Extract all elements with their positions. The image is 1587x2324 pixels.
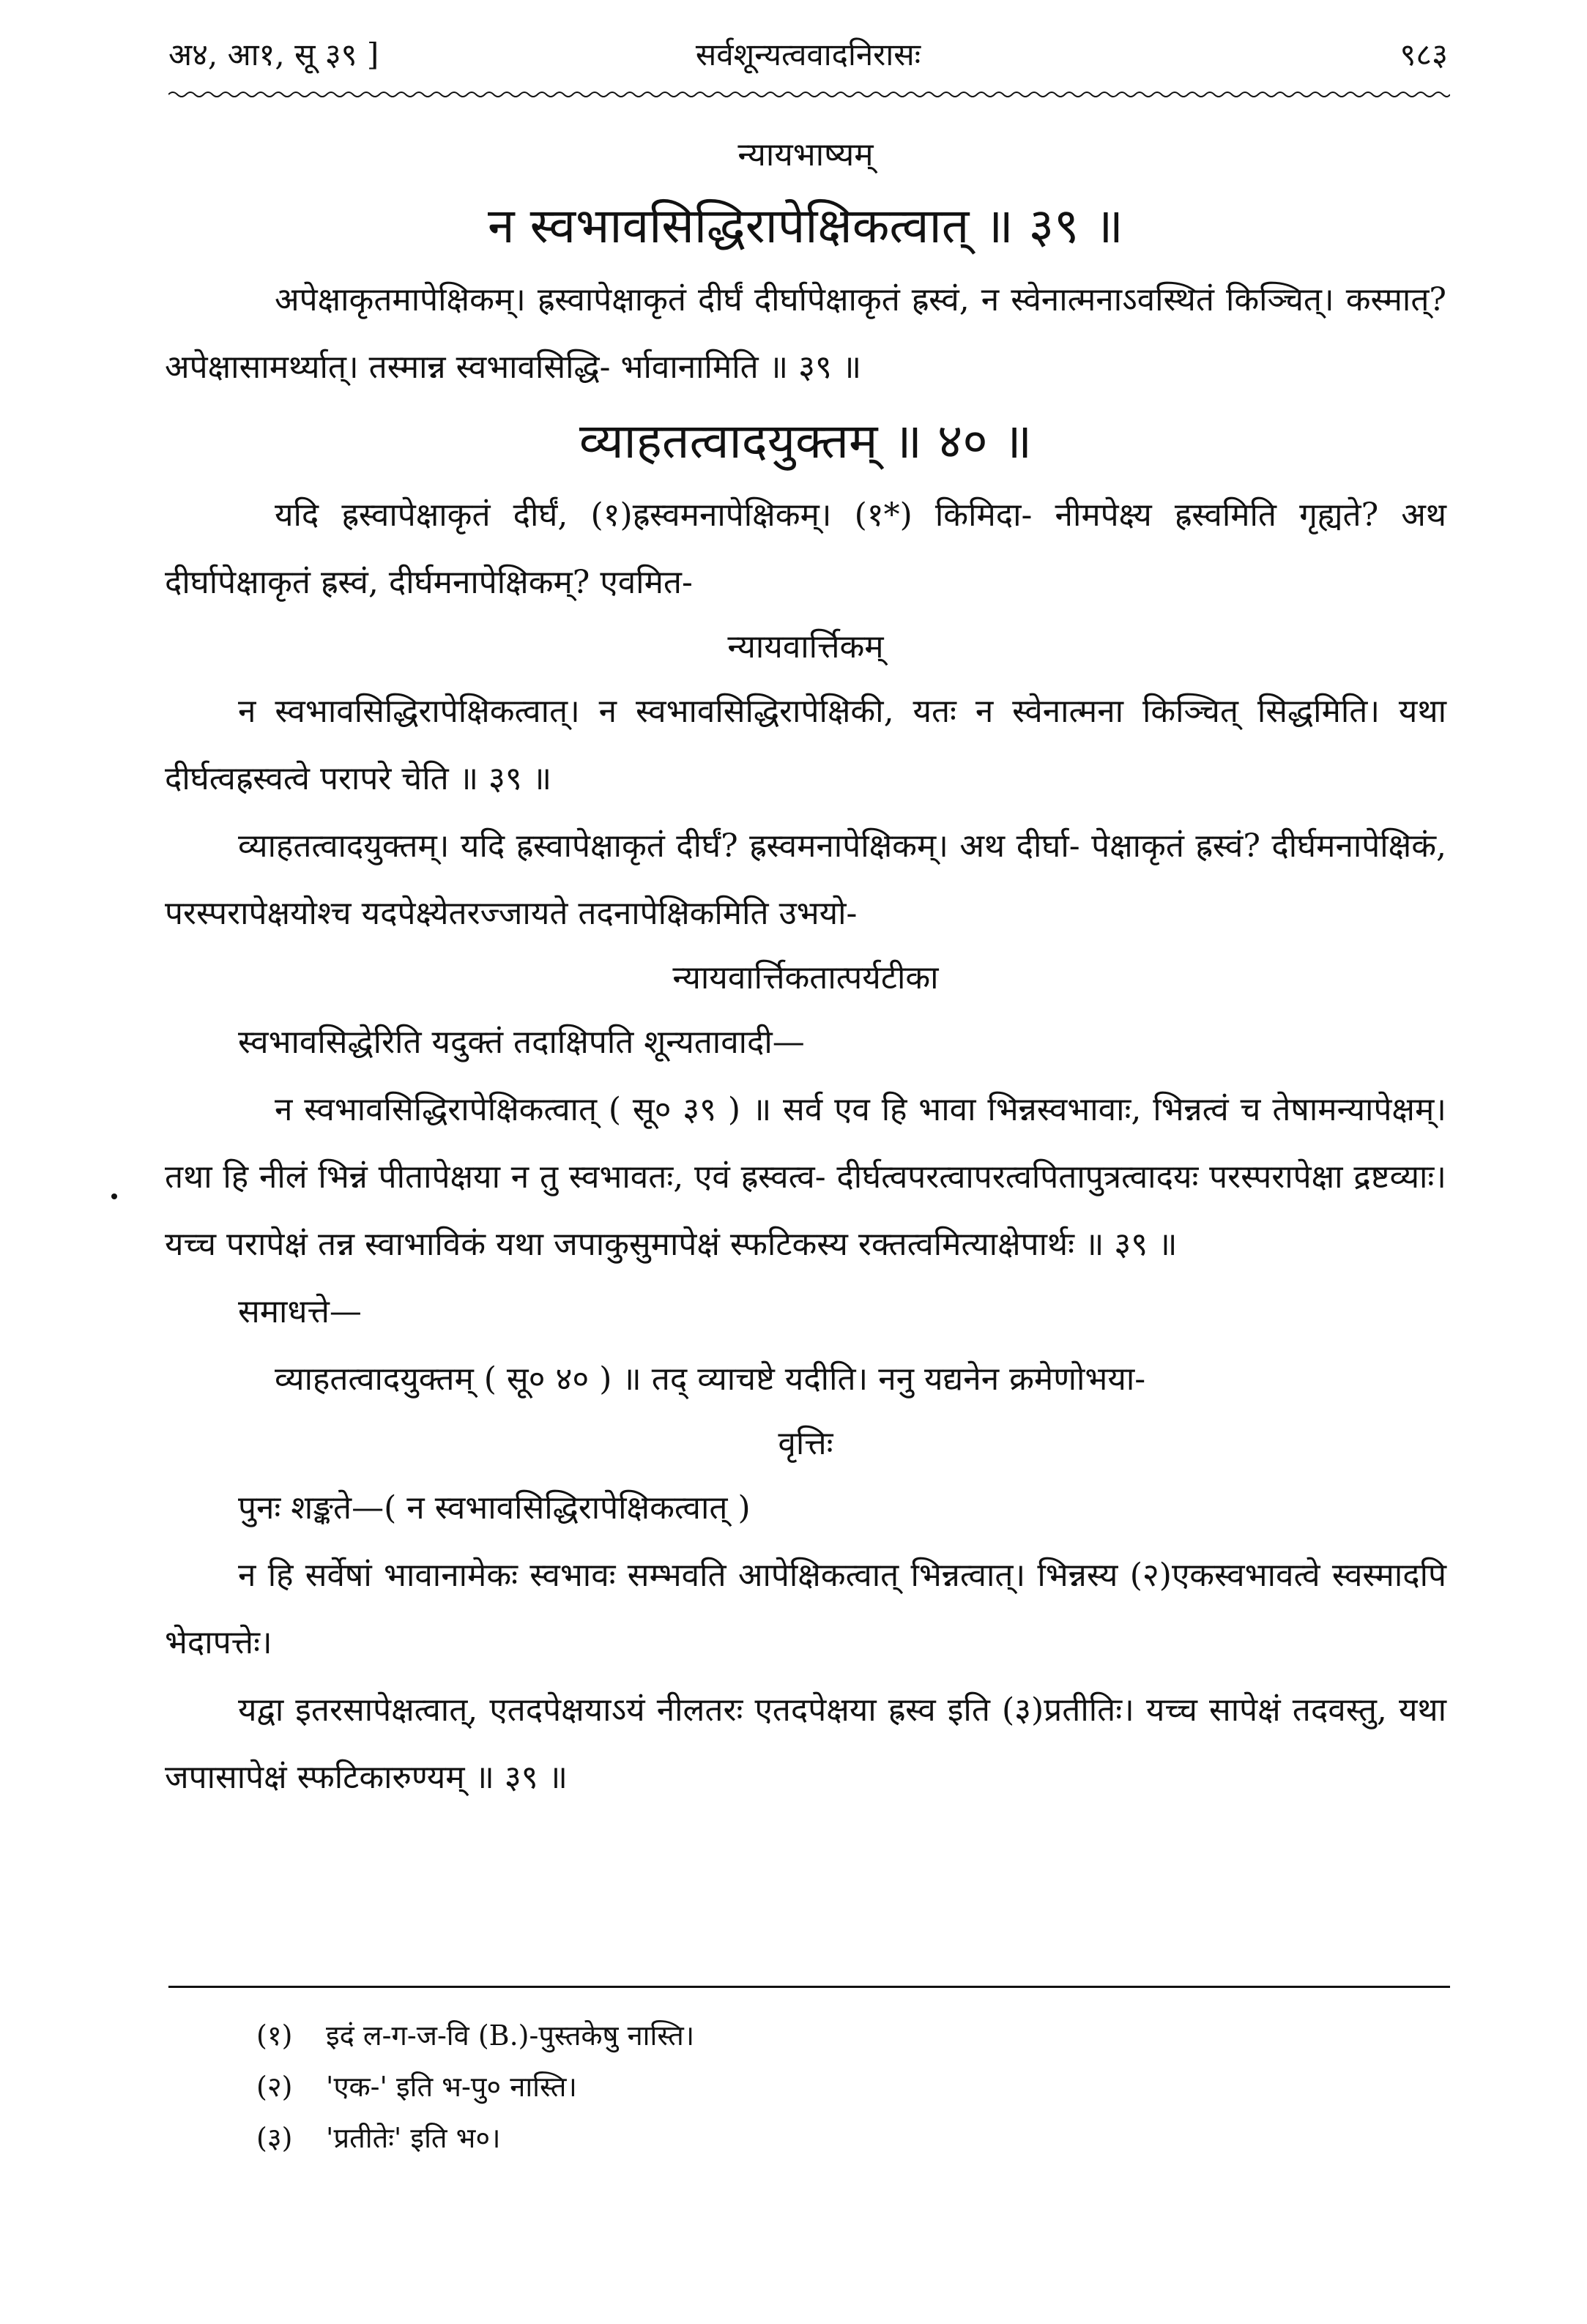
text-line: स्वेनात्मनाऽवस्थितं किञ्चित्। कस्मात्? अपेक्षासामर्थ्यात्। तस्मान्न स्वभावसिद्धि- (165, 281, 1446, 386)
footnotes (256, 2010, 1355, 2164)
wavy-header-rule (168, 89, 1450, 100)
text-line: यद्वा इतरसापेक्षत्वात्, एतदपेक्षयाऽयं नीलतरः एतदपेक्षया ह्रस्व इति (३)प्रतीतिः। (238, 1691, 1134, 1729)
footnote-number: (२) (256, 2071, 293, 2103)
text-line: (२)एकस्वभावत्वे स्वस्मादपि भेदापत्तेः। (165, 1557, 1446, 1661)
text-line: जपाकुसुमापेक्षं स्फटिकस्य रक्तत्वमित्याक्षेपार्थः ॥ ३९ ॥ (554, 1226, 1178, 1263)
vritti-para2 (165, 1677, 1446, 1811)
footnote-text: इदं ल-ग-ज-वि (B.)-पुस्तकेषु नास्ति। (326, 2019, 695, 2052)
text-line: पेक्षाकृतं ह्रस्वं? दीर्घमनापेक्षिकं, परस्परापेक्षयोश्च यदपेक्ष्येतरज्जायते तदनापेक्षिकमिति उभयो- (165, 827, 1446, 932)
text-line: किञ्चित् सिद्धमिति। यथा दीर्घत्वह्रस्वत्वे परापरे चेति ॥ ३९ ॥ (165, 693, 1446, 797)
text-line: यच्च सापेक्षं तदवस्तु, यथा जपासापेक्षं स्फटिकारुण्यम् ॥ ३९ ॥ (165, 1691, 1447, 1796)
tika-samadhatte: समाधत्ते— (238, 1293, 362, 1330)
text-line: न हि सर्वेषां भावानामेकः स्वभावः सम्भवति आपेक्षिकत्वात् भिन्नत्वात्। भिन्नस्य (238, 1557, 1118, 1594)
bhashya-heading: न्यायभाष्यम् (737, 136, 874, 174)
bhashya-commentary-39 (165, 267, 1446, 401)
text-line: यदि ह्रस्वापेक्षाकृतं दीर्घं, (१)ह्रस्वमनापेक्षिकम्। (१*) किमिदा- (275, 496, 1033, 534)
bhashya-commentary-40 (165, 482, 1446, 617)
text-line: अपेक्षाकृतमापेक्षिकम्। ह्रस्वापेक्षाकृतं दीर्घं दीर्घापेक्षाकृतं ह्रस्वं, न (275, 281, 1000, 319)
vritti-line1: पुनः शङ्कते—( न स्वभावसिद्धिरापेक्षिकत्वात् ) (238, 1489, 751, 1527)
footnote-3 (256, 2112, 1355, 2164)
tika-para-40: व्याहतत्वादयुक्तम् ( सू० ४० ) ॥ तद् व्याचष्टे यदीति। ननु यद्यनेन क्रमेणोभया- (275, 1360, 1146, 1398)
text-line: न स्वभावसिद्धिरापेक्षिकत्वात् ( सू० ३९ ) ॥ सर्व एव हि भावा भिन्नस्वभावाः, (275, 1091, 1142, 1128)
sutra-40: व्याहतत्वादयुक्तम् ॥ ४० ॥ (579, 413, 1033, 469)
varttika-para-39 (165, 678, 1446, 813)
text-line: न स्वभावसिद्धिरापेक्षिकत्वात्। न स्वभावसिद्धिरापेक्षिकी, यतः न स्वेनात्मना (238, 693, 1124, 730)
footnote-text: 'एक-' इति भ-पु० नास्ति। (326, 2071, 577, 2103)
text-line: भिन्नत्वं च तेषामन्यापेक्षम्। तथा हि नीलं भिन्नं पीतापेक्षया न तु स्वभावतः, एवं ह्रस्वत्व- (165, 1091, 1446, 1196)
sutra-39: न स्वभावसिद्धिरापेक्षिकत्वात् ॥ ३९ ॥ (488, 198, 1123, 254)
footnote-2 (256, 2061, 1355, 2112)
tika-heading: न्यायवार्त्तिकतात्पर्यटीका (672, 959, 939, 997)
text-line: र्भावानामिति ॥ ३९ ॥ (620, 349, 862, 386)
text-line: व्याहतत्वादयुक्तम्। यदि ह्रस्वापेक्षाकृतं दीर्घं? ह्रस्वमनापेक्षिकम्। अथ दीर्घा- (238, 827, 1080, 865)
footnote-number: (१) (256, 2019, 293, 2052)
footnote-text: 'प्रतीतेः' इति भ०। (326, 2122, 501, 2154)
tika-intro: स्वभावसिद्धेरिति यदुक्तं तदाक्षिपति शून्यतावादी— (238, 1024, 805, 1061)
text-line: नीमपेक्ष्य ह्रस्वमिति गृह्यते? अथ दीर्घापेक्षाकृतं ह्रस्वं, दीर्घमनापेक्षिकम्? एवमित- (165, 496, 1447, 601)
text-line: दीर्घत्वपरत्वापरत्वपितापुत्रत्वादयः परस्परापेक्षा द्रष्टव्याः। यच्च परापेक्षं तन्न स्वाभाविकं यथा (165, 1158, 1446, 1263)
running-head (168, 22, 1448, 88)
page-number: ९८३ (1400, 37, 1448, 72)
footnote-rule (168, 1986, 1450, 1988)
footnote-number: (३) (256, 2122, 293, 2154)
stray-ink-dot (111, 1193, 117, 1199)
varttika-heading: न्यायवार्त्तिकम् (727, 628, 884, 666)
vritti-para1 (165, 1542, 1446, 1677)
varttika-para-40 (165, 813, 1446, 947)
running-title: सर्वशून्यत्ववादनिरासः (695, 37, 921, 72)
tika-para-39 (165, 1076, 1446, 1278)
footnote-1 (256, 2010, 1355, 2061)
section-reference: अ४, आ१, सू ३९ ] (168, 37, 379, 72)
main-text (165, 124, 1446, 1811)
vritti-heading: वृत्तिः (778, 1425, 833, 1462)
